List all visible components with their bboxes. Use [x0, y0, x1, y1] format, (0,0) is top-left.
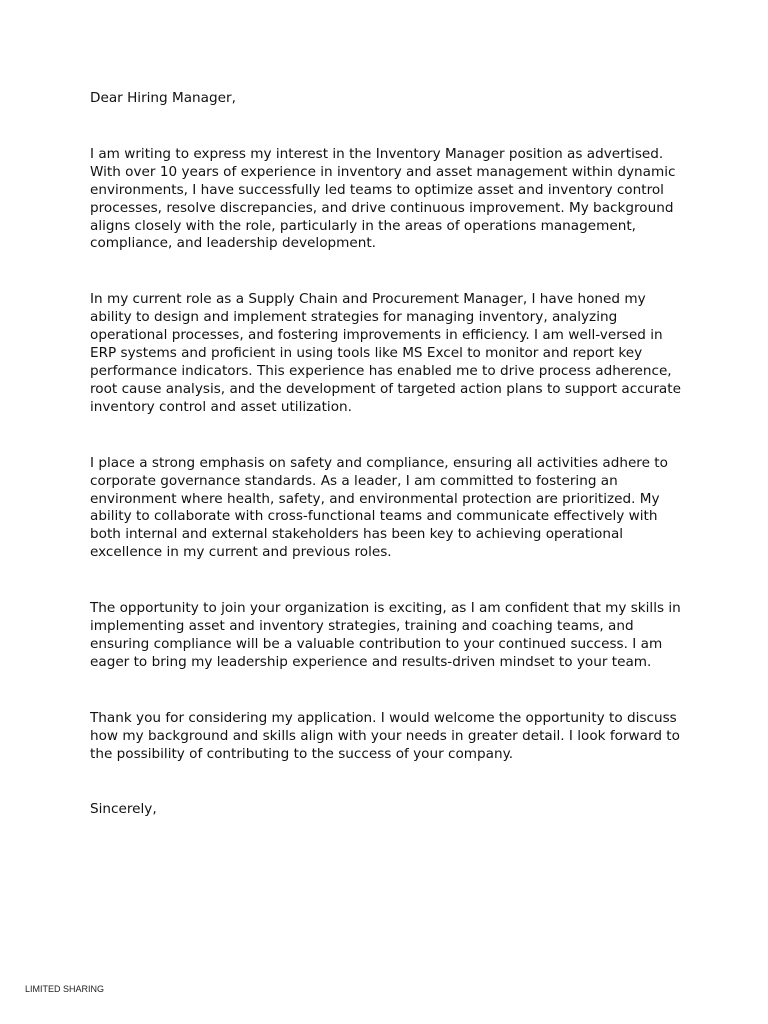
paragraph-1: I am writing to express my interest in the Inventory Manager position as advertised. With over 10 years of experience in inventory and asset management within dynamic environments, I have successfully led teams to optimize asset and inventory control processes, resolve discrepancies, and drive continuous improvement. My background aligns closely with the role, particularly in the areas of operations management, compliance, and leadership development. — [90, 145, 676, 252]
closing: Sincerely, — [90, 801, 157, 818]
paragraph-3: I place a strong emphasis on safety and compliance, ensuring all activities adhere to corporate governance standards. As a leader, I am committed to fostering an environment where health, safety, and environmental protection are prioritized. My ability to collaborate with cross-functional teams and communicate effectively with both internal and external stakeholders has been key to achieving operational excellence in my current and previous roles. — [90, 454, 668, 561]
paragraph-4: The opportunity to join your organization is exciting, as I am confident that my skills in implementing asset and inventory strategies, training and coaching teams, and ensuring compliance will be a valuable contribution to your continued success. I am eager to bring my leadership experience and results-driven mindset to your team. — [90, 600, 681, 670]
paragraph-2: In my current role as a Supply Chain and Procurement Manager, I have honed my ability to design and implement strategies for managing inventory, analyzing operational processes, and fostering improvements in efficiency. I am well-versed in ERP systems and proficient in using tools like MS Excel to monitor and report key performance indicators. This experience has enabled me to drive process adherence, root cause analysis, and the development of targeted action plans to support accurate inventory control and asset utilization. — [90, 291, 681, 415]
paragraph-5: Thank you for considering my application. I would welcome the opportunity to discuss how my background and skills align with your needs in greater detail. I look forward to the possibility of contributing to the success of your company. — [90, 709, 680, 762]
salutation: Dear Hiring Manager, — [90, 90, 236, 106]
letter-body — [90, 90, 690, 857]
sharing-label: LIMITED SHARING — [25, 984, 105, 994]
